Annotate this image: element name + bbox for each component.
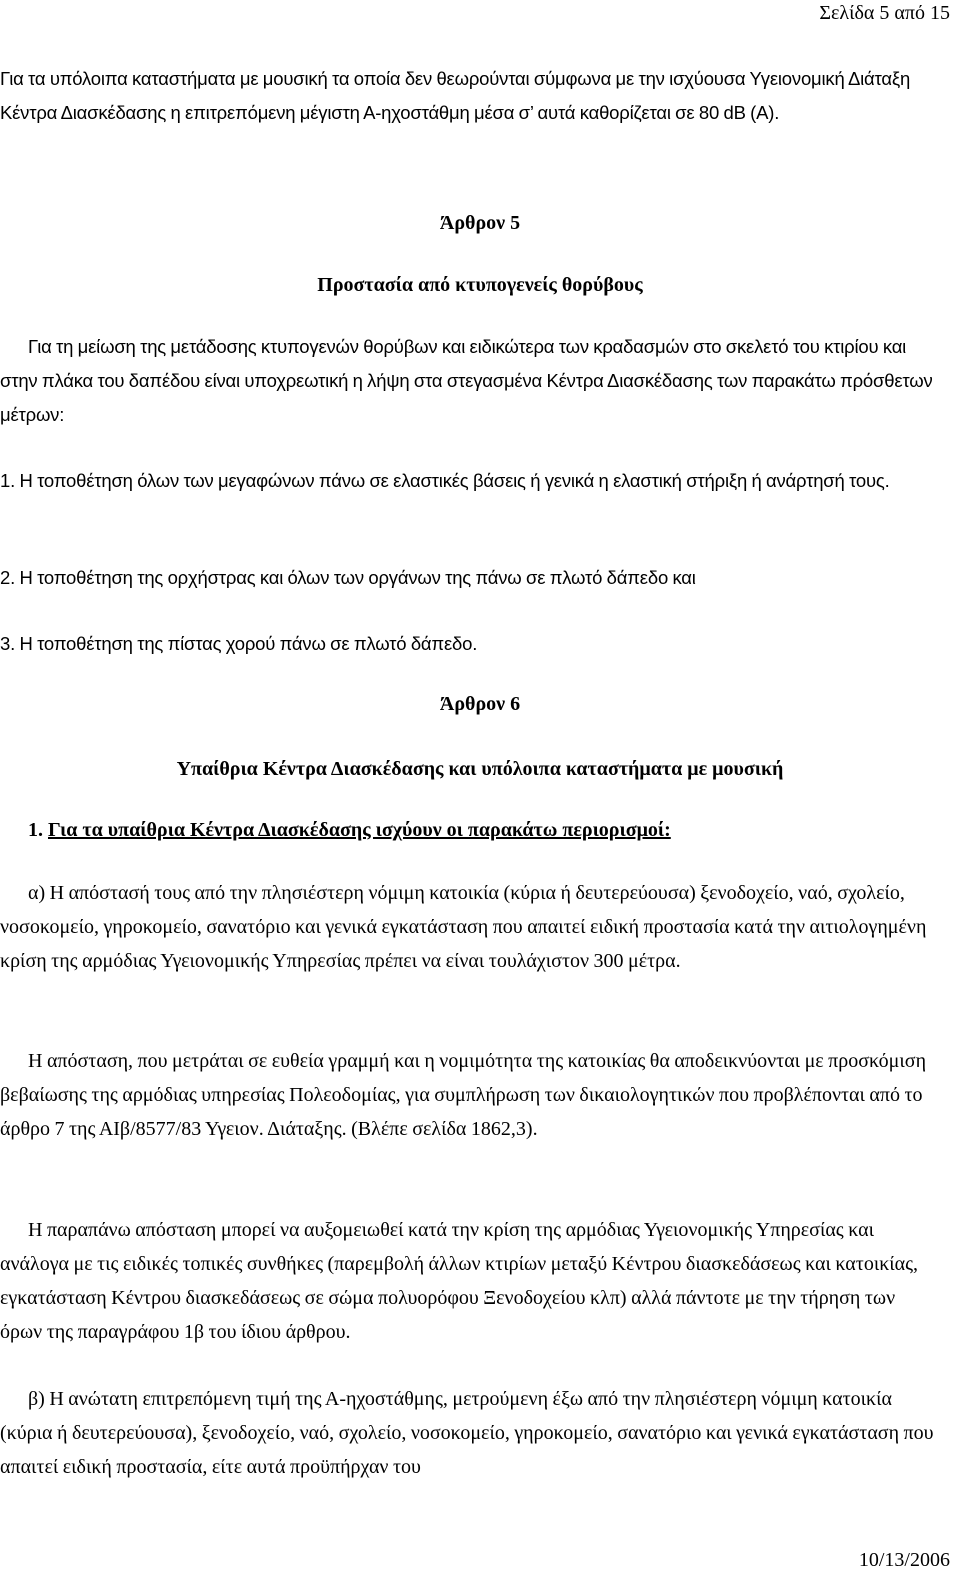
article-6-point-1 <box>28 818 928 842</box>
article-6-paragraph-b: β) Η ανώτατη επιτρεπόμενη τιμή της Α-ηχοστάθμης, μετρούμενη έξω από την πλησιέστερη νόμιμη κατοικία (κύρια ή δευτερεύουσα), ξενοδοχείο, ναό, σχολείο, νοσοκομείο, γηροκομείο, σανατόριο και γενικά εγκατάσταση που απαιτεί ειδική προστασία, είτε αυτά προϋπήρχαν του <box>0 1388 934 1478</box>
article-5-item-2: 2. Η τοποθέτηση της ορχήστρας και όλων των οργάνων της πάνω σε πλωτό δάπεδο και <box>0 567 696 588</box>
article-6-paragraph-reduce: Η παραπάνω απόσταση μπορεί να αυξομειωθεί κατά την κρίση της αρμόδιας Υγειονομικής Υπηρεσίας και ανάλογα με τις ειδικές τοπικές συνθήκες (παρεμβολή άλλων κτιρίων μεταξύ Κέντρου διασκεδάσεως και κατοικίας, εγκατάσταση Κέντρου διασκεδάσεως σε σώμα πολυορόφου Ξενοδοχείου κλπ) αλλά πάντοτε με την τήρηση των όρων της παραγράφου 1β του ίδιου άρθρου. <box>0 1219 919 1343</box>
intro-paragraph: Για τα υπόλοιπα καταστήματα με μουσική τα οποία δεν θεωρούνται σύμφωνα με την ισχύουσα Υγειονομική Διάταξη Κέντρα Διασκέδασης η επιτρεπόμενη μέγιστη Α-ηχοστάθμη μέσα σ’ αυτά καθορίζεται σε 80 dB (A). <box>0 68 911 123</box>
point-1-text: Για τα υπαίθρια Κέντρα Διασκέδασης ισχύουν οι παρακάτω περιορισμοί: <box>48 819 671 841</box>
point-1-number: 1. <box>28 819 43 841</box>
page-number-header: Σελίδα 5 από 15 <box>819 2 950 24</box>
article-5-subtitle: Προστασία από κτυπογενείς θορύβους <box>317 274 643 296</box>
article-5-item-1: 1. Η τοποθέτηση όλων των μεγαφώνων πάνω σε ελαστικές βάσεις ή γενικά η ελαστική στήριξη ή ανάρτησή τους. <box>0 470 890 491</box>
article-6-paragraph-distance: Η απόσταση, που μετράται σε ευθεία γραμμή και η νομιμότητα της κατοικίας θα αποδεικνύονται με προσκόμιση βεβαίωσης της αρμόδιας υπηρεσίας Πολεοδομίας, για συμπλήρωση των δικαιολογητικών που προβλέπονται από το άρθρο 7 της ΑΙβ/8577/83 Υγειον. Διάταξης. (Βλέπε σελίδα 1862,3). <box>0 1050 927 1140</box>
article-5-title: Άρθρον 5 <box>439 212 521 234</box>
article-6-subtitle: Υπαίθρια Κέντρα Διασκέδασης και υπόλοιπα καταστήματα με μουσική <box>176 758 784 780</box>
article-5-paragraph: Για τη μείωση της μετάδοσης κτυπογενών θορύβων και ειδικώτερα των κραδασμών στο σκελετό του κτιρίου και στην πλάκα του δαπέδου είναι υποχρεωτική η λήψη στα στεγασμένα Κέντρα Διασκέδασης των παρακάτω πρόσθετων μέτρων: <box>0 336 933 425</box>
date-footer: 10/13/2006 <box>858 1549 950 1571</box>
article-5-item-3: 3. Η τοποθέτηση της πίστας χορού πάνω σε πλωτό δάπεδο. <box>0 633 478 654</box>
article-6-paragraph-a: α) Η απόστασή τους από την πλησιέστερη νόμιμη κατοικία (κύρια ή δευτερεύουσα) ξενοδοχείο, ναό, σχολείο, νοσοκομείο, γηροκομείο, σανατόριο και γενικά εγκατάσταση που απαιτεί ειδική προστασία κατά την αιτιολογημένη κρίση της αρμόδιας Υγειονομικής Υπηρεσίας πρέπει να είναι τουλάχιστον 300 μέτρα. <box>0 882 927 972</box>
article-6-title: Άρθρον 6 <box>439 693 521 715</box>
